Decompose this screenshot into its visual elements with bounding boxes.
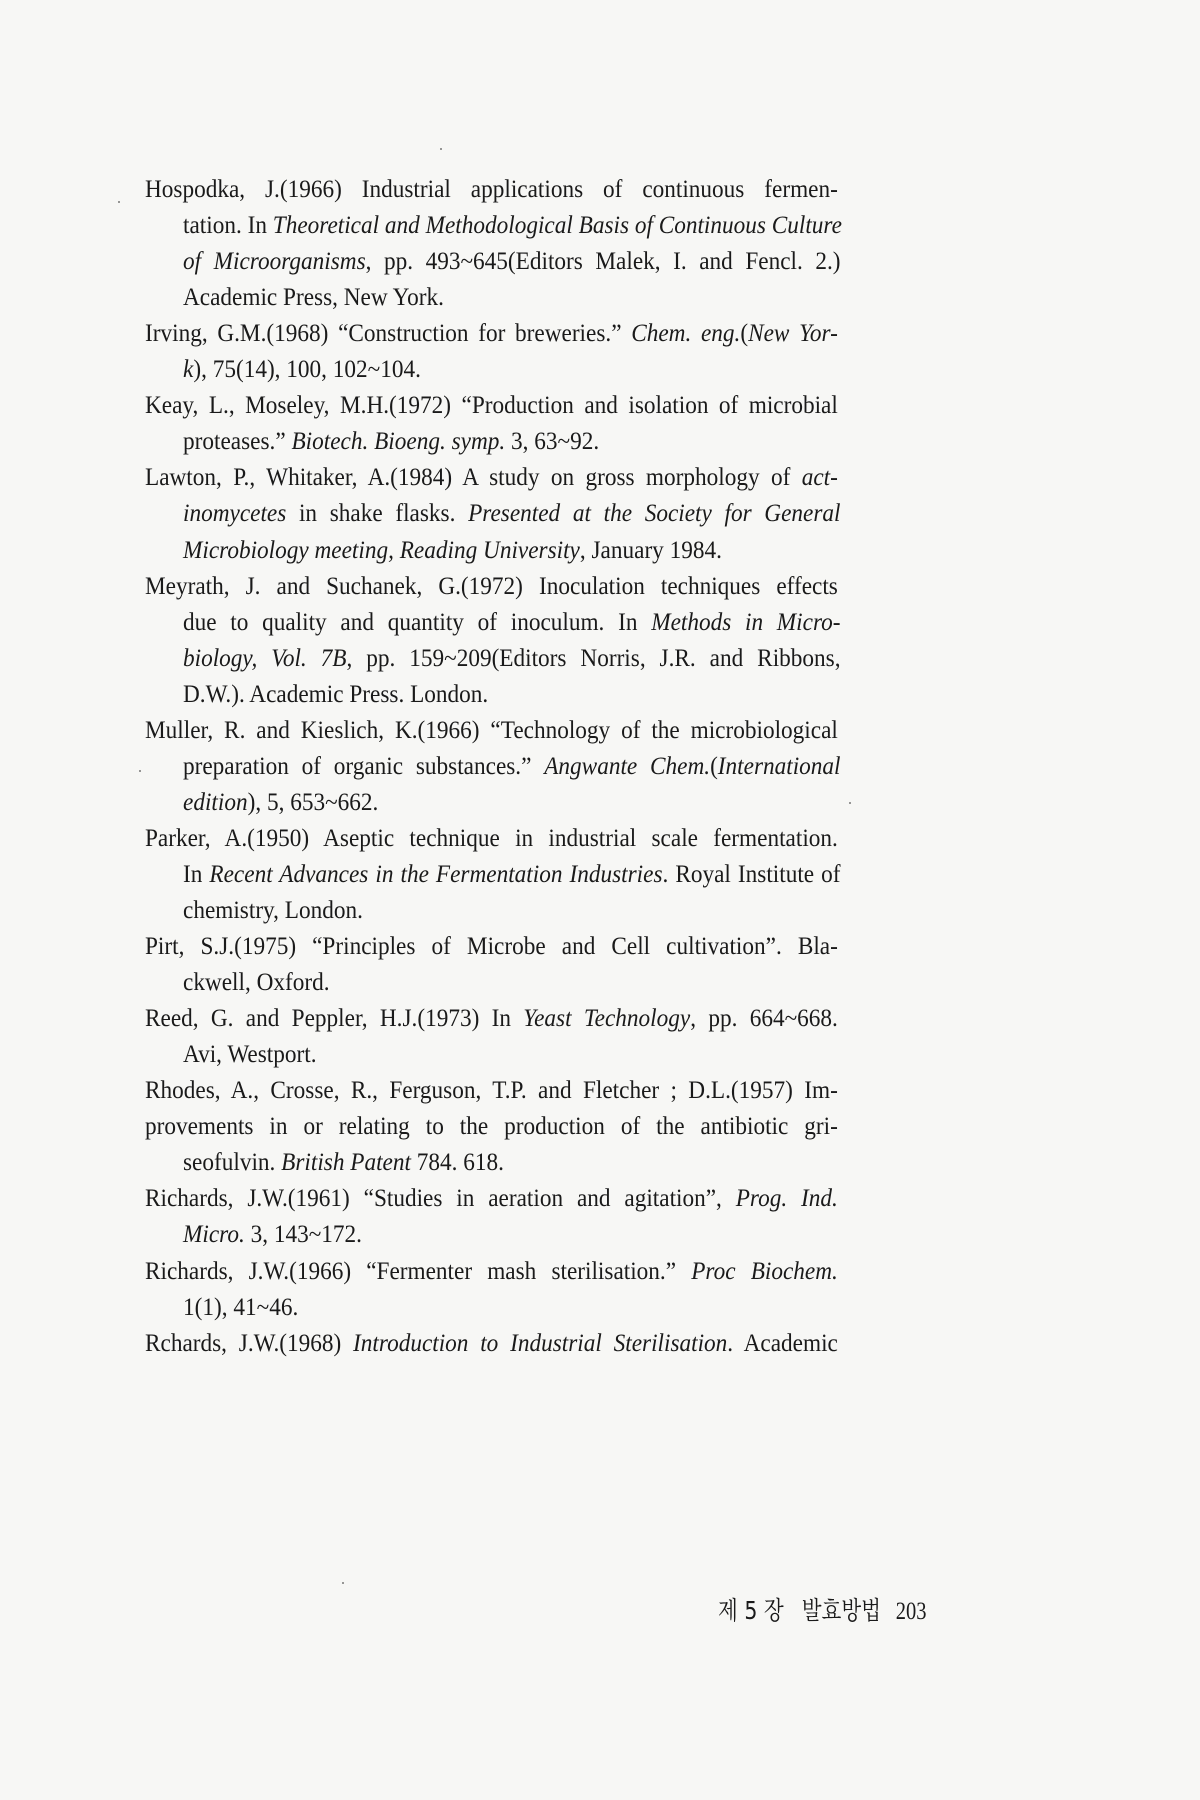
- italic-text: Microbiology meeting, Reading University: [183, 536, 580, 564]
- italic-text: Chem. eng.: [631, 320, 741, 348]
- reference-continuation-line: [183, 425, 841, 459]
- scan-speck: [440, 148, 442, 150]
- roman-text: chemistry, London.: [183, 897, 363, 924]
- roman-text: D.W.). Academic Press. London.: [183, 680, 489, 708]
- reference-first-line: [145, 1002, 838, 1036]
- roman-text: Parker, A.(1950) Aseptic technique in industrial scale fermentation.: [145, 824, 838, 852]
- roman-text: (: [740, 320, 749, 348]
- scan-speck: [118, 201, 120, 203]
- reference-continuation-line: [183, 894, 841, 928]
- reference-first-line: [145, 173, 838, 207]
- italic-text: edition: [183, 788, 248, 816]
- reference-continuation-line: [183, 1146, 841, 1180]
- italic-text: Proc Biochem.: [691, 1257, 838, 1285]
- italic-text: Micro.: [183, 1221, 245, 1249]
- roman-text: , pp. 664~668.: [690, 1005, 838, 1033]
- page-footer: [718, 1594, 926, 1629]
- roman-text: Meyrath, J. and Suchanek, G.(1972) Inoculation techniques effects: [145, 572, 838, 600]
- scan-speck: [342, 1582, 344, 1584]
- italic-text: Introduction to Industrial Sterilisation: [353, 1329, 728, 1357]
- reference-continuation-line: [183, 1218, 841, 1252]
- reference-continuation-line: [145, 1110, 838, 1144]
- roman-text: Irving, G.M.(1968) “Construction for breweries.”: [145, 320, 632, 348]
- roman-text: 3, 63~92.: [505, 428, 600, 456]
- italic-text: Angwante Chem.: [544, 752, 711, 780]
- roman-text: Hospodka, J.(1966) Industrial applications of continuous fermen-: [145, 176, 838, 203]
- roman-text: (: [710, 752, 718, 780]
- roman-text: , January 1984.: [579, 536, 722, 564]
- roman-text: Muller, R. and Kieslich, K.(1966) “Technology of the microbiological: [145, 716, 838, 744]
- roman-text: , pp. 159~209(Editors Norris, J.R. and Ribbons,: [346, 644, 841, 672]
- reference-first-line: [145, 822, 838, 856]
- reference-continuation-line: [183, 353, 841, 387]
- reference-continuation-line: [183, 245, 841, 279]
- footer-chapter: 제 5 장: [718, 1596, 784, 1625]
- roman-text: Lawton, P., Whitaker, A.(1984) A study on gross morphology of: [145, 464, 802, 492]
- reference-continuation-line: [183, 786, 841, 820]
- roman-text: In: [183, 860, 210, 888]
- roman-text: Richards, J.W.(1961) “Studies in aeration and agitation”,: [145, 1185, 736, 1213]
- roman-text: Pirt, S.J.(1975) “Principles of Microbe and Cell cultivation”. Bla-: [145, 933, 838, 961]
- italic-text: act-: [801, 464, 838, 492]
- roman-text: ), 75(14), 100, 102~104.: [193, 356, 421, 384]
- reference-first-line: [145, 1255, 838, 1289]
- roman-text: due to quality and quantity of inoculum. In: [183, 608, 652, 636]
- reference-first-line: [145, 389, 838, 423]
- italic-text: British Patent: [281, 1149, 411, 1177]
- reference-first-line: [145, 1182, 838, 1216]
- reference-first-line: [145, 570, 838, 604]
- roman-text: ckwell, Oxford.: [183, 969, 330, 997]
- italic-text: Yeast Technology: [523, 1005, 691, 1033]
- roman-text: Richards, J.W.(1966) “Fermenter mash sterilisation.”: [145, 1257, 692, 1285]
- roman-text: . Academic: [727, 1329, 838, 1357]
- reference-first-line: [145, 714, 838, 748]
- scan-speck: [849, 802, 851, 804]
- italic-text: Methods in Micro-: [651, 608, 841, 636]
- roman-text: Reed, G. and Peppler, H.J.(1973) In: [145, 1005, 524, 1033]
- roman-text: tation. In: [183, 212, 273, 240]
- reference-continuation-line: [183, 606, 841, 640]
- roman-text: 784. 618.: [410, 1149, 504, 1177]
- roman-text: , pp. 493~645(Editors Malek, I. and Fencl. 2.): [365, 248, 841, 276]
- reference-first-line: [145, 1327, 838, 1361]
- roman-text: proteases.”: [183, 428, 292, 456]
- reference-continuation-line: [183, 750, 841, 784]
- reference-first-line: [145, 930, 838, 964]
- roman-text: seofulvin.: [183, 1149, 282, 1177]
- reference-first-line: [145, 461, 838, 495]
- reference-continuation-line: [183, 966, 841, 1000]
- italic-text: Biotech. Bioeng. symp.: [291, 428, 506, 456]
- roman-text: in shake flasks.: [286, 500, 469, 528]
- reference-continuation-line: [183, 209, 841, 243]
- reference-first-line: [145, 1074, 838, 1108]
- roman-text: Keay, L., Moseley, M.H.(1972) “Production and isolation of microbial: [145, 392, 838, 420]
- footer-chapter-title: 발효방법: [801, 1596, 881, 1625]
- reference-continuation-line: [183, 497, 841, 531]
- roman-text: preparation of organic substances.”: [183, 752, 545, 780]
- reference-continuation-line: [183, 678, 841, 712]
- page-number: 203: [895, 1598, 927, 1625]
- roman-text: provements in or relating to the production of the antibiotic gri-: [145, 1113, 838, 1141]
- italic-text: k: [183, 356, 194, 384]
- roman-text: 1(1), 41~46.: [183, 1293, 299, 1321]
- roman-text: Rchards, J.W.(1968): [145, 1329, 354, 1357]
- reference-continuation-line: [183, 281, 841, 315]
- roman-text: . Royal Institute of: [662, 860, 841, 888]
- italic-text: International: [717, 752, 841, 780]
- roman-text: Rhodes, A., Crosse, R., Ferguson, T.P. and Fletcher ; D.L.(1957) Im-: [145, 1077, 838, 1105]
- reference-continuation-line: [183, 1038, 841, 1072]
- italic-text: inomycetes: [183, 500, 287, 528]
- italic-text: Prog. Ind.: [735, 1185, 838, 1213]
- roman-text: ), 5, 653~662.: [247, 788, 379, 816]
- reference-continuation-line: [183, 1291, 841, 1325]
- reference-continuation-line: [183, 642, 841, 676]
- italic-text: New Yor-: [748, 320, 838, 348]
- reference-first-line: [145, 317, 838, 351]
- reference-continuation-line: [183, 858, 841, 892]
- roman-text: Avi, Westport.: [183, 1041, 317, 1069]
- roman-text: Academic Press, New York.: [183, 284, 444, 312]
- italic-text: Recent Advances in the Fermentation Industries: [209, 860, 663, 888]
- italic-text: biology, Vol. 7B: [183, 644, 347, 672]
- italic-text: Presented at the Society for General: [468, 500, 841, 528]
- roman-text: 3, 143~172.: [244, 1221, 362, 1249]
- scan-speck: [139, 770, 141, 772]
- italic-text: Theoretical and Methodological Basis of Continuous Culture: [272, 212, 842, 240]
- reference-continuation-line: [183, 534, 841, 568]
- italic-text: of Microorganisms: [183, 248, 366, 276]
